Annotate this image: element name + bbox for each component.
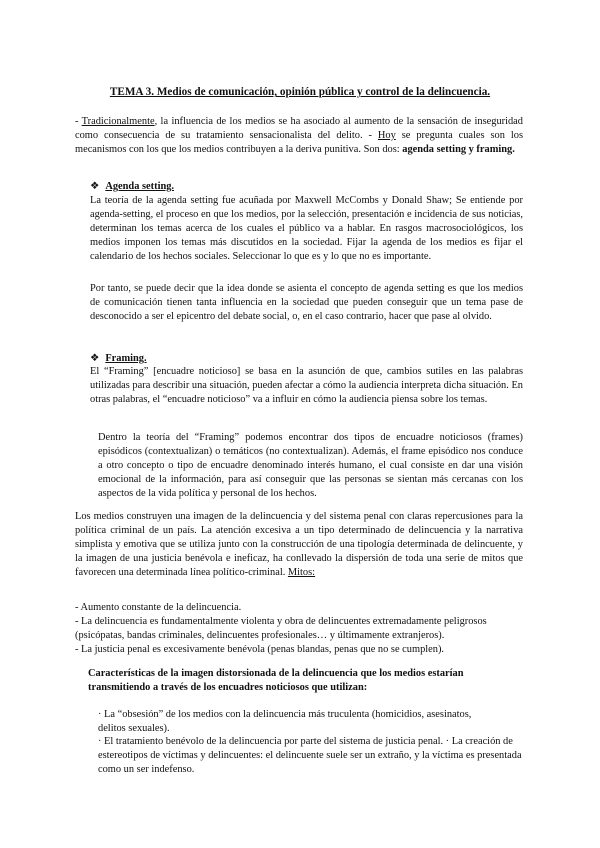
intro-underlined-1: Tradicionalmente bbox=[81, 116, 155, 127]
caracteristicas-item-2: · El tratamiento benévolo de la delincuencia por parte del sistema de justicia penal. · La creación de estereotipos de víctimas y delincuentes: el delincuente suele ser un extraño, y la víctima es presentada como un ser indefenso. bbox=[98, 736, 522, 776]
imagen-text: Los medios construyen una imagen de la delincuencia y del sistema penal con claras repercusiones para la política criminal de un país. La atención excesiva a un tipo determinado de delincuencia y la narrativa simplista y emotiva que se utiliza junto con la construcción de una tipología determinada de delincuente, y la imagen de una justicia benévola e ineficaz, ha conllevado la dispersión de toda una serie de mitos que favorecen una determinada línea político-criminal. bbox=[75, 511, 523, 579]
intro-bold-terms: agenda setting y framing. bbox=[402, 144, 515, 156]
framing-paragraph-2: Dentro la teoría del “Framing” podemos encontrar dos tipos de encuadre noticiosos (frames) episódicos (contextualizan) o temáticos (no contextualizan). Además, el frame episódico nos conduce a otro concepto o tipo de encuadre denominado interés humano, el cual consiste en dar una visión emocional de la información, para así conseguir que las personas se sientan más cercanas con los aspectos de la vida política y personal de los hechos. bbox=[98, 432, 523, 500]
list-item: - Aumento constante de la delincuencia. bbox=[75, 602, 242, 613]
framing-heading bbox=[90, 352, 147, 366]
diamond-bullet-icon: ❖ bbox=[90, 353, 100, 364]
intro-paragraph bbox=[75, 115, 523, 157]
agenda-setting-paragraph-1: La teoría de la agenda setting fue acuñada por Maxwell McCombs y Donald Shaw; Se entiende por agenda-setting, el proceso en que los medios, por la selección, presentación e incidencia de sus noticias, determinan los temas acerca de los cuales el público va a hablar. En rasgos macrosociológicos, los medios imponen los temas más discutidos en la sociedad. Fijar la agenda de los medios es fijar el calendario de los hechos sociales. Seleccionar lo que es y lo que no es importante. bbox=[90, 195, 523, 263]
intro-text-2: se pregunta cuales son los mecanismos con los que los medios contribuyen a la deriva punitiva. Son dos: bbox=[75, 130, 523, 156]
framing-paragraph-1: El “Framing” [encuadre noticioso] se basa en la asunción de que, cambios sutiles en las palabras utilizadas para describir una situación, pueden afectar a cómo la audiencia interpreta dicha situación. En otras palabras, el “encuadre noticioso” va a influir en cómo la audiencia piensa sobre los temas. bbox=[90, 366, 523, 406]
framing-title: Framing. bbox=[105, 353, 147, 364]
agenda-setting-paragraph-2: Por tanto, se puede decir que la idea donde se asienta el concepto de agenda setting es que los medios de comunicación tienen tanta influencia en la sociedad que pueden conseguir que un tema pase de desconocido a ser el epicentro del debate social, o, en el caso contrario, hacer que pase al olvido. bbox=[90, 283, 523, 323]
intro-text-1: , la influencia de los medios se ha asociado al aumento de la sensación de inseguridad como consecuencia de su tratamiento sensacionalista del delito. - bbox=[75, 116, 523, 142]
list-item: - La justicia penal es excesivamente benévola (penas blandas, penas que no se cumplen). bbox=[75, 644, 445, 656]
intro-dash: - bbox=[75, 116, 82, 127]
mitos-label: Mitos: bbox=[287, 567, 316, 579]
caracteristicas-item-1: · La “obsesión” de los medios con la delincuencia más truculenta (homicidios, asesinatos, delitos sexuales). bbox=[98, 709, 472, 735]
imagen-paragraph bbox=[75, 510, 523, 580]
list-item: - La delincuencia es fundamentalmente violenta y obra de delincuentes extremadamente peligrosos (psicópatas, bandas criminales, delincuentes profesionales… y últimamente extranjeros). bbox=[75, 616, 487, 642]
agenda-setting-heading bbox=[90, 180, 174, 194]
intro-underlined-2: Hoy bbox=[377, 130, 396, 142]
mitos-list bbox=[75, 601, 525, 657]
agenda-setting-title: Agenda setting. bbox=[105, 181, 175, 192]
caracteristicas-heading bbox=[88, 667, 523, 695]
page-title: TEMA 3. Medios de comunicación, opinión pública y control de la delincuencia. bbox=[109, 86, 491, 98]
diamond-bullet-icon: ❖ bbox=[90, 181, 100, 192]
caracteristicas-heading-text: Características de la imagen distorsionada de la delincuencia que los medios estarían transmitiendo a través de los encuadres noticiosos que utilizan: bbox=[88, 668, 464, 694]
